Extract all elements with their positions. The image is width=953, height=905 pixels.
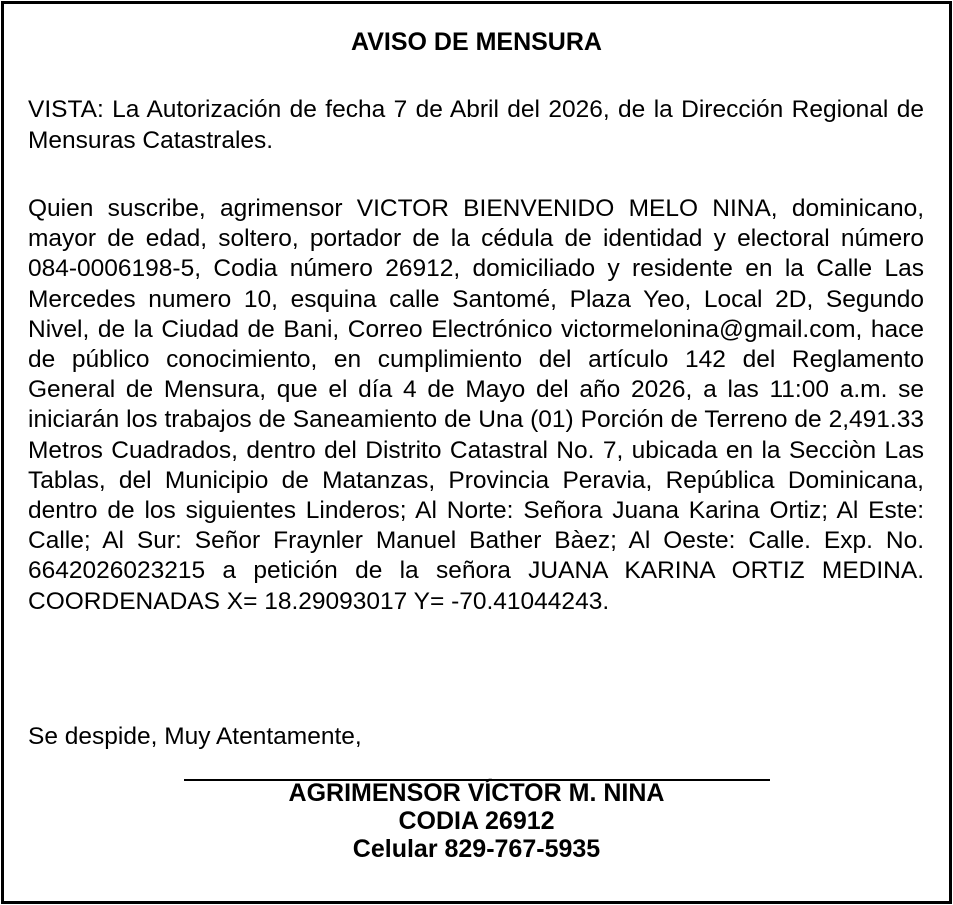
- vista-paragraph: VISTA: La Autorización de fecha 7 de Abril del 2026, de la Dirección Regional de Mensuras Catastrales.: [28, 96, 924, 154]
- closing-text: Se despide, Muy Atentamente,: [28, 723, 362, 750]
- signature-name: AGRIMENSOR VÍCTOR M. NINA: [288, 779, 665, 807]
- signature-phone: Celular 829-767-5935: [352, 835, 601, 863]
- notice-frame: [1, 1, 952, 904]
- body-paragraph: Quien suscribe, agrimensor VICTOR BIENVENIDO MELO NINA, dominicano, mayor de edad, soltero, portador de la cédula de identidad y electoral número 084-0006198-5, Codia número 26912, domiciliado y residente en la Calle Las Mercedes numero 10, esquina calle Santomé, Plaza Yeo, Local 2D, Segundo Nivel, de la Ciudad de Bani, Correo Electrónico victormelonina@gmail.com, hace de público conocimiento, en cumplimiento del artículo 142 del Reglamento General de Mensura, que el día 4 de Mayo del año 2026, a las 11:00 a.m. se iniciarán los trabajos de Saneamiento de Una (01) Porción de Terreno de 2,491.33 Metros Cuadrados, dentro del Distrito Catastral No. 7, ubicada en la Secciòn Las Tablas, del Municipio de Matanzas, Provincia Peravia, República Dominicana, dentro de los siguientes Linderos; Al Norte: Señora Juana Karina Ortiz; Al Este: Calle; Al Sur: Señor Fraynler Manuel Bather Bàez; Al Oeste: Calle. Exp. No. 6642026023215 a petición de la señora JUANA KARINA ORTIZ MEDINA. COORDENADAS X= 18.29093017 Y= -70.41044243.: [28, 195, 924, 615]
- signature-codia: CODIA 26912: [398, 807, 555, 835]
- notice-title: AVISO DE MENSURA: [351, 28, 602, 56]
